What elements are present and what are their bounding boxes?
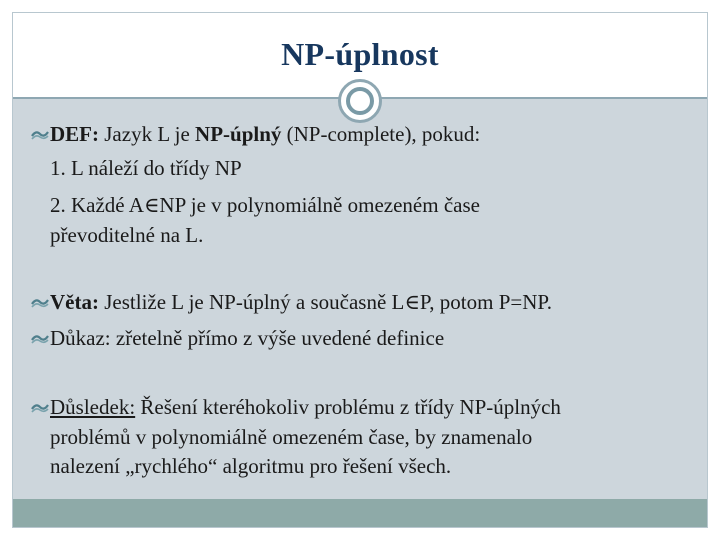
def-item-2-line-2: převoditelné na L. <box>50 223 204 247</box>
corollary-label: Důsledek: <box>50 395 136 419</box>
theorem-label: Věta: <box>50 290 99 314</box>
def-item-2-line-1: 2. Každé A∈NP je v polynomiálně omezeném čase <box>50 193 480 217</box>
slide-title: NP-úplnost <box>281 36 439 72</box>
ribbon-bullet-icon <box>30 128 50 144</box>
corollary-line-1: Řešení kteréhokoliv problému z třídy NP-úplných <box>135 395 561 419</box>
corollary-line-3: nalezení „rychlého“ algoritmu pro řešení všech. <box>50 454 452 478</box>
proof-text: Důkaz: zřetelně přímo z výše uvedené definice <box>50 326 445 350</box>
corollary-line-2: problémů v polynomiálně omezeném čase, by znamenalo <box>50 425 533 449</box>
def-item-1: 1. L náleží do třídy NP <box>50 156 242 180</box>
def-bold-term: NP-úplný <box>195 122 282 146</box>
def-text-a: Jazyk L je <box>99 122 196 146</box>
ribbon-bullet-icon <box>30 401 50 417</box>
ribbon-bullet-icon <box>30 296 50 312</box>
theorem-text: Jestliže L je NP-úplný a současně L∈P, potom P=NP. <box>98 290 552 314</box>
footer-bar <box>13 499 707 527</box>
def-label: DEF: <box>50 122 99 146</box>
ribbon-bullet-icon <box>30 332 50 348</box>
circle-ornament-icon <box>338 79 382 123</box>
def-text-b: (NP-complete), pokud: <box>281 122 481 146</box>
